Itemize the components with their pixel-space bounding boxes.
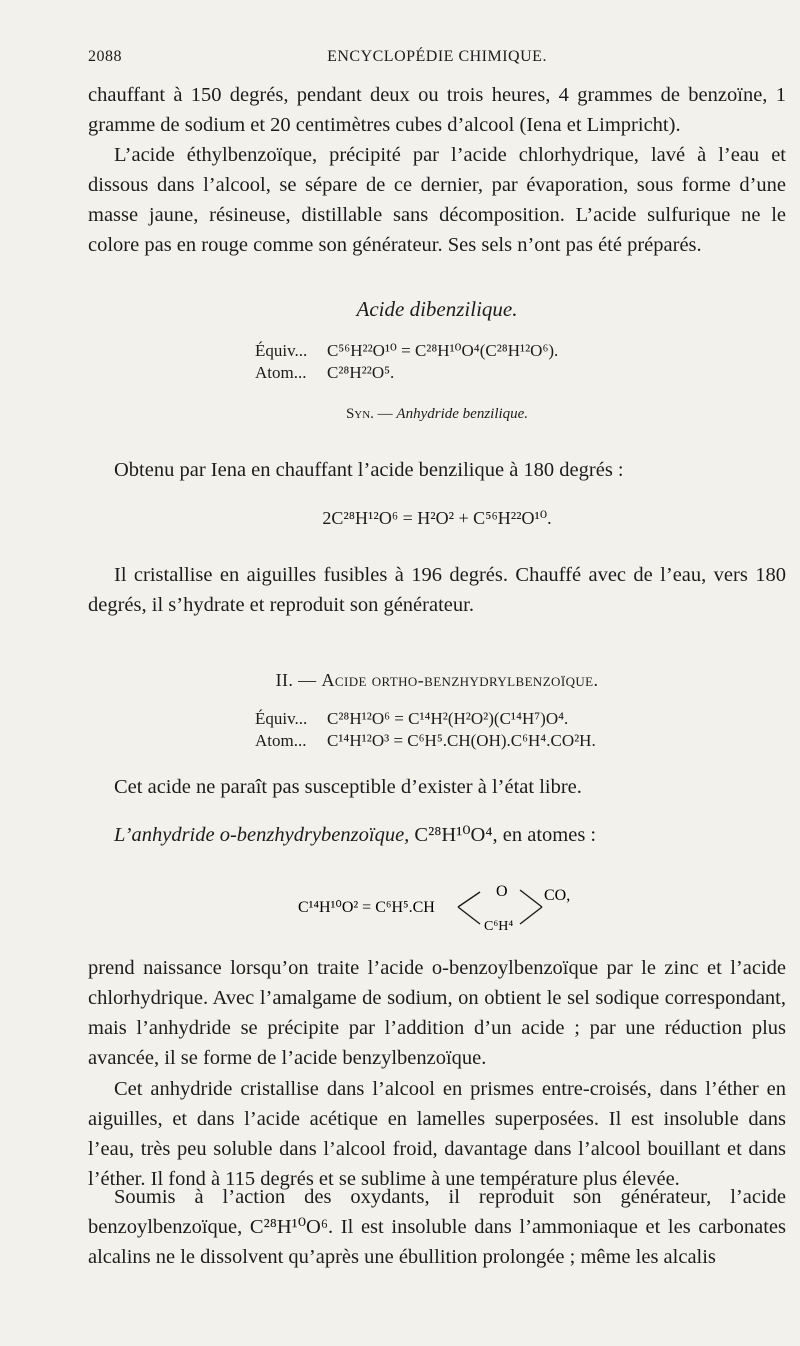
paragraph-4: Il cristallise en aiguilles fusibles à 196 degrés. Chauffé avec de l’eau, vers 180 degrés, il s’hydrate et reproduit son générateur. [88, 564, 786, 616]
running-title: ENCYCLOPÉDIE CHIMIQUE. [327, 48, 547, 65]
atom-formula: C²⁸H²²O⁵. [327, 363, 395, 382]
paragraph-9: Soumis à l’action des oxydants, il reproduit son générateur, l’acide benzoylbenzoïque, C²⁸H¹⁰O⁶. Il est insoluble dans l’ammoniaque et les carbonates alcalins ne le dissolvent qu’après une ébullition prolongée ; même les alcalis [88, 1186, 786, 1268]
structure-left: C¹⁴H¹⁰O² = C⁶H⁵.CH [298, 899, 435, 916]
equiv-formula: C⁵⁶H²²O¹⁰ = C²⁸H¹⁰O⁴(C²⁸H¹²O⁶). [327, 341, 559, 360]
section-title-dibenzilique: Acide dibenzilique. [356, 297, 518, 321]
atom-label-2: Atom... [255, 731, 307, 750]
synonym-line [88, 406, 786, 423]
section-title-benzhydryl: Acide ortho-benzhydrylbenzoïque. [321, 670, 599, 690]
paragraph-5: Cet acide ne paraît pas susceptible d’exister à l’état libre. [114, 776, 582, 798]
syn-value: Anhydride benzilique. [396, 406, 529, 422]
section-numeral: II. — [275, 670, 317, 690]
anhydride-name: L’anhydride o-benzhydrybenzoïque, [114, 824, 410, 846]
paragraph-3: Obtenu par Iena en chauffant l’acide benzilique à 180 degrés : [114, 459, 624, 481]
formula-block-dibenzilique [255, 340, 558, 384]
page-header [88, 44, 786, 74]
section-heading-2 [88, 670, 786, 691]
formula-block-benzhydryl [255, 708, 596, 752]
page-number: 2088 [88, 48, 122, 65]
equiv-formula-2: C²⁸H¹²O⁶ = C¹⁴H²(H²O²)(C¹⁴H⁷)O⁴. [327, 709, 569, 728]
syn-label: Syn. — [345, 406, 393, 422]
bond-upper-left [458, 892, 480, 907]
equiv-label: Équiv... [255, 341, 308, 360]
bond-upper-right [520, 890, 542, 907]
structure-bottom: C⁶H⁴ [484, 919, 514, 934]
bond-lower-right [520, 907, 542, 924]
paragraph-2: L’acide éthylbenzoïque, précipité par l’acide chlorhydrique, lavé à l’eau et dissous dans l’alcool, se sépare de ce dernier, par évaporation, sous forme d’une masse jaune, résineuse, distillable sans décomposition. L’acide sulfurique ne le colore pas en rouge comme son générateur. Ses sels n’ont pas été préparés. [88, 144, 786, 256]
anhydride-formula: C²⁸H¹⁰O⁴, en atomes : [409, 824, 597, 846]
atom-formula-2: C¹⁴H¹²O³ = C⁶H⁵.CH(OH).C⁶H⁴.CO²H. [327, 731, 596, 750]
equiv-label-2: Équiv... [255, 709, 308, 728]
structure-right: CO, [544, 887, 571, 904]
paragraph-7: prend naissance lorsqu’on traite l’acide o-benzoylbenzoïque par le zinc et l’acide chlorhydrique. Avec l’amalgame de sodium, on obtient le sel sodique correspondant, mais l’anhydride se précipite par l’addition d’un acide ; par une réduction plus avancée, il se forme de l’acide benzylbenzoïque. [88, 957, 786, 1069]
bond-lower-left [458, 907, 480, 924]
paragraph-8: Cet anhydride cristallise dans l’alcool en prismes entre-croisés, dans l’éther en aiguilles, et dans l’acide acétique en lamelles superposées. Il est insoluble dans l’eau, très peu soluble dans l’alcool froid, davantage dans l’alcool bouillant et dans l’éther. Il fond à 115 degrés et se sublime à une température plus élevée. [88, 1078, 786, 1190]
equation-1: 2C²⁸H¹²O⁶ = H²O² + C⁵⁶H²²O¹⁰. [322, 508, 552, 528]
structural-formula [298, 880, 598, 940]
atom-label: Atom... [255, 363, 307, 382]
structure-diagram [298, 880, 598, 940]
paragraph-1: chauffant à 150 degrés, pendant deux ou trois heures, 4 grammes de benzoïne, 1 gramme de sodium et 20 centimètres cubes d’alcool (Iena et Limpricht). [88, 84, 786, 136]
structure-top: O [496, 883, 508, 900]
paragraph-6 [88, 820, 786, 850]
